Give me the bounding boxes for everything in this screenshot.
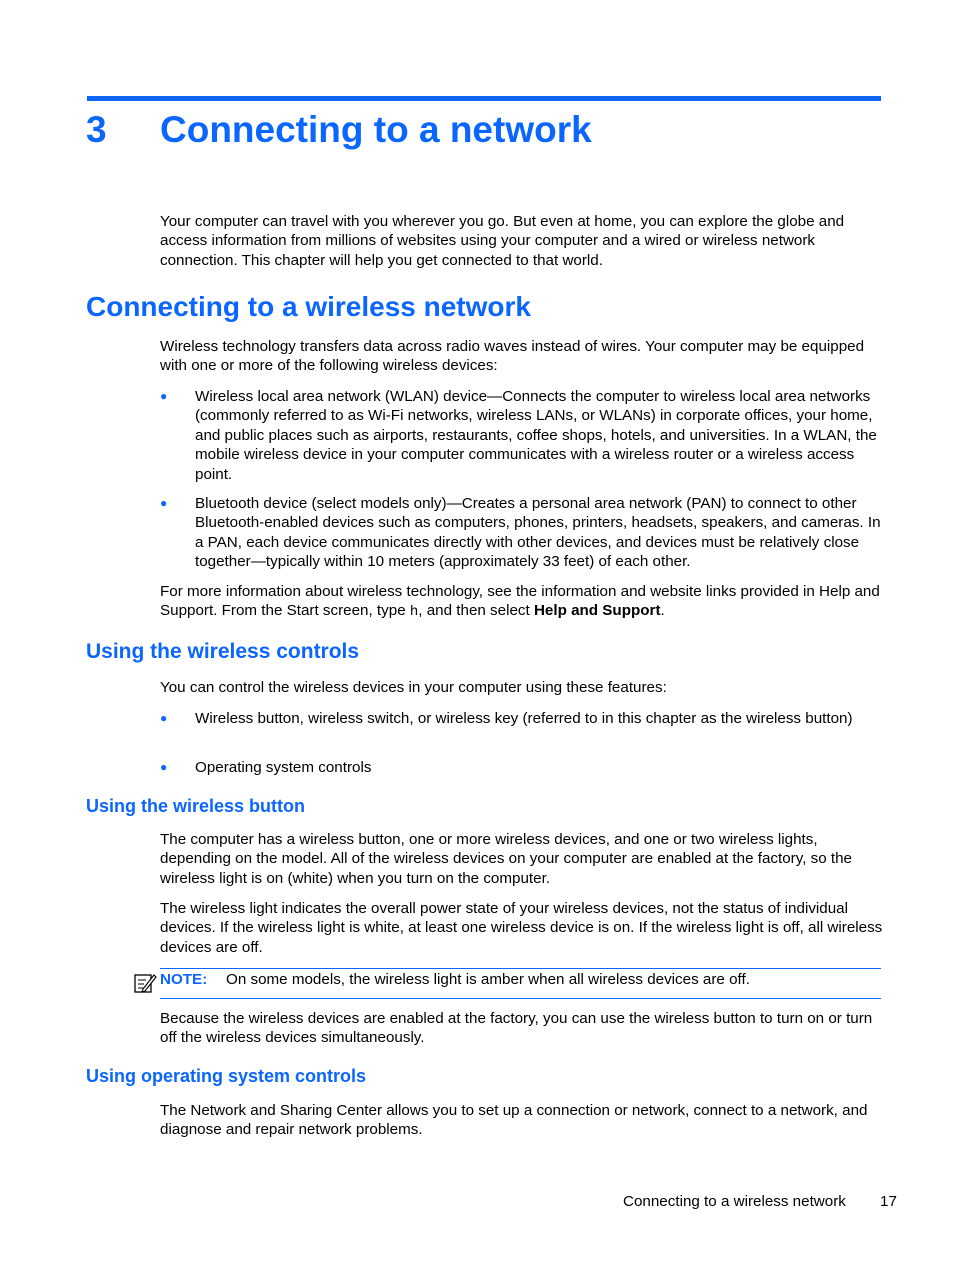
- list-item-os-controls: Operating system controls: [195, 759, 372, 776]
- section-heading-wireless-network: Connecting to a wireless network: [86, 291, 531, 322]
- bullet-icon: ●: [160, 496, 168, 510]
- note-bottom-rule: [160, 998, 881, 999]
- bullet-icon: ●: [160, 389, 168, 403]
- wireless-button-paragraph: The computer has a wireless button, one or more wireless devices, and one or two wireless lights, depending on the model. All of the wireless devices on your computer are enabled at the factory, so the wireless light is on (white) when you turn on the computer.: [160, 831, 853, 887]
- chapter-rule: [87, 96, 881, 101]
- note-top-rule: [160, 968, 881, 969]
- network-sharing-paragraph: The Network and Sharing Center allows you to set up a connection or network, connect to a network, and diagnose and repair network problems.: [160, 1102, 868, 1139]
- chapter-number: 3: [86, 109, 107, 150]
- footer-page-number: 17: [880, 1193, 897, 1210]
- intro-paragraph: Your computer can travel with you wherever you go. But even at home, you can explore the globe and access information from millions of websites using your computer and a wired or wireless network connection. This chapter will help you get connected to that world.: [160, 213, 845, 269]
- wireless-light-paragraph: The wireless light indicates the overall power state of your wireless devices, not the status of individual devices. If the wireless light is white, at least one wireless device is on. If the wireless light is off, all wireless devices are off.: [160, 900, 883, 956]
- subsection-heading-wireless-button: Using the wireless button: [86, 796, 306, 816]
- subsection-heading-os-controls: Using operating system controls: [86, 1066, 367, 1086]
- list-item-bluetooth: Bluetooth device (select models only)—Creates a personal area network (PAN) to connect to other Bluetooth-enabled devices such as computers, phones, printers, headsets, speakers, and cameras. In a PAN, each device communicates directly with other devices, and devices must be relatively close together—typically within 10 meters (approximately 33 feet) of each other.: [195, 495, 881, 571]
- code-h: h: [409, 604, 419, 621]
- note-label: NOTE:: [160, 971, 208, 988]
- wireless-intro-paragraph: Wireless technology transfers data across radio waves instead of wires. Your computer may be equipped with one or more of the following wireless devices:: [160, 338, 865, 375]
- note-text: On some models, the wireless light is amber when all wireless devices are off.: [226, 971, 750, 988]
- bullet-icon: ●: [160, 760, 168, 774]
- note-icon: [133, 972, 157, 994]
- more-info-paragraph: For more information about wireless technology, see the information and website links provided in Help and Support. From the Start screen, type h, and then select Help and Support.: [160, 583, 880, 621]
- list-item-wlan: Wireless local area network (WLAN) device—Connects the computer to wireless local area networks (commonly referred to as Wi-Fi networks, wireless LANs, or WLANs) in corporate offices, your home, and public places such as airports, restaurants, coffee shops, hotels, and universities. In a WLAN, the mobile wireless device in your computer communicates with a wireless router or a wireless access point.: [195, 388, 877, 483]
- bullet-icon: ●: [160, 711, 168, 725]
- enabled-at-factory-paragraph: Because the wireless devices are enabled at the factory, you can use the wireless button to turn on or turn off the wireless devices simultaneously.: [160, 1010, 873, 1047]
- help-and-support-link-text: Help and Support: [533, 602, 661, 620]
- wireless-controls-paragraph: You can control the wireless devices in your computer using these features:: [160, 679, 667, 696]
- footer-section-title: Connecting to a wireless network: [623, 1193, 846, 1210]
- subsection-heading-wireless-controls: Using the wireless controls: [86, 640, 360, 663]
- list-item-wireless-button: Wireless button, wireless switch, or wireless key (referred to in this chapter as the wireless button): [195, 710, 853, 727]
- chapter-title: Connecting to a network: [160, 109, 592, 150]
